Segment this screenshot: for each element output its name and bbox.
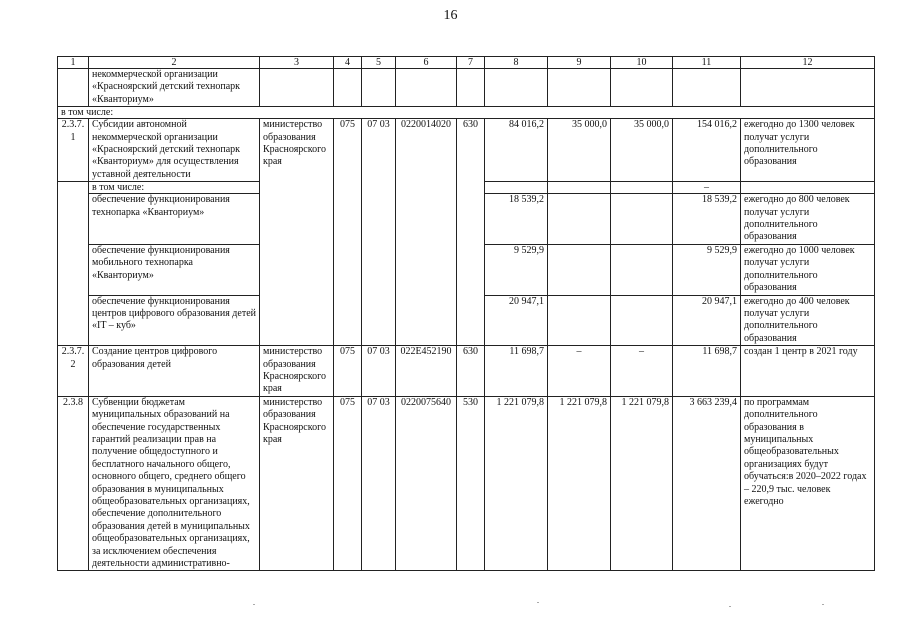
- row-name: обеспечение функционирования центров цифрового образования детей «IT – куб»: [89, 295, 260, 346]
- row-rzpr: 07 03: [362, 346, 396, 397]
- table-row-238: [58, 396, 875, 571]
- row-total: 11 698,7: [673, 346, 741, 397]
- col-header-12: 12: [741, 57, 875, 69]
- col-header-1: 1: [58, 57, 89, 69]
- row-year1: 18 539,2: [485, 194, 548, 245]
- row-vr: 630: [457, 346, 485, 397]
- including-label: в том числе:: [58, 107, 875, 119]
- row-year2: –: [548, 346, 611, 397]
- budget-table: [57, 56, 875, 571]
- row-ministry: министерство образования Красноярского края: [260, 119, 334, 346]
- row-grbs: 075: [334, 119, 362, 346]
- col-header-10: 10: [611, 57, 673, 69]
- row-result: создан 1 центр в 2021 году: [741, 346, 875, 397]
- col-header-5: 5: [362, 57, 396, 69]
- scan-speck: [253, 604, 255, 605]
- row-ministry: министерство образования Красноярского края: [260, 346, 334, 397]
- row-name: некоммерческой организации «Красноярский детский технопарк «Кванториум»: [89, 69, 260, 107]
- row-name: Субсидии автономной некоммерческой организации «Красноярский детский технопарк «Кванториум» для осуществления уставной деятельности: [89, 119, 260, 182]
- row-result: ежегодно до 400 человек получат услуги дополнительного образования: [741, 295, 875, 346]
- table-row-including: [58, 107, 875, 119]
- row-vr: 530: [457, 396, 485, 571]
- row-total: 154 016,2: [673, 119, 741, 182]
- col-header-9: 9: [548, 57, 611, 69]
- scan-speck: [822, 604, 824, 605]
- row-csr: 0220075640: [396, 396, 457, 571]
- row-rzpr: 07 03: [362, 119, 396, 346]
- row-name: Субвенции бюджетам муниципальных образований на обеспечение государственных гарантий реализации прав на получение общедоступного и бесплатного начального общего, основного общего, среднего общего образования в муниципальных общеобразовательных организациях, обеспечение дополнительного образования детей в муниципальных общеобразовательных организациях, за исключением обеспечения деятельности административно-: [89, 396, 260, 571]
- row-result: по программам дополнительного образования в муниципальных общеобразовательных организациях будут обучаться:в 2020–2022 годах – 220,9 тыс. человек ежегодно: [741, 396, 875, 571]
- row-total: 20 947,1: [673, 295, 741, 346]
- row-result: ежегодно до 1000 человек получат услуги дополнительного образования: [741, 244, 875, 295]
- row-grbs: 075: [334, 346, 362, 397]
- row-year2: 35 000,0: [548, 119, 611, 182]
- row-name: обеспечение функционирования мобильного технопарка «Кванториум»: [89, 244, 260, 295]
- row-code: 2.3.7.1: [58, 119, 89, 182]
- row-year1: 1 221 079,8: [485, 396, 548, 571]
- row-result: ежегодно до 1300 человек получат услуги дополнительного образования: [741, 119, 875, 182]
- row-year2: 1 221 079,8: [548, 396, 611, 571]
- table-row-2372: [58, 346, 875, 397]
- row-ministry: министерство образования Красноярского края: [260, 396, 334, 571]
- table-row-2371: [58, 119, 875, 182]
- row-name: Создание центров цифрового образования детей: [89, 346, 260, 397]
- including-sub-dash: –: [673, 182, 741, 194]
- row-year1: 84 016,2: [485, 119, 548, 182]
- row-total: 9 529,9: [673, 244, 741, 295]
- col-header-2: 2: [89, 57, 260, 69]
- row-year3: 35 000,0: [611, 119, 673, 182]
- row-result: ежегодно до 800 человек получат услуги дополнительного образования: [741, 194, 875, 245]
- col-header-4: 4: [334, 57, 362, 69]
- row-total: 3 663 239,4: [673, 396, 741, 571]
- col-header-11: 11: [673, 57, 741, 69]
- col-header-6: 6: [396, 57, 457, 69]
- header-row: [58, 57, 875, 69]
- row-total: 18 539,2: [673, 194, 741, 245]
- row-year3: –: [611, 346, 673, 397]
- row-csr: 022E452190: [396, 346, 457, 397]
- row-code: 2.3.7.2: [58, 346, 89, 397]
- row-year1: 11 698,7: [485, 346, 548, 397]
- row-csr: 0220014020: [396, 119, 457, 346]
- row-year1: 20 947,1: [485, 295, 548, 346]
- including-sub-label: в том числе:: [89, 182, 260, 194]
- page-number: 16: [443, 8, 458, 23]
- col-header-8: 8: [485, 57, 548, 69]
- row-name: обеспечение функционирования технопарка «Кванториум»: [89, 194, 260, 245]
- col-header-3: 3: [260, 57, 334, 69]
- row-year1: 9 529,9: [485, 244, 548, 295]
- row-rzpr: 07 03: [362, 396, 396, 571]
- row-grbs: 075: [334, 396, 362, 571]
- col-header-7: 7: [457, 57, 485, 69]
- scan-speck: [537, 602, 539, 603]
- row-vr: 630: [457, 119, 485, 346]
- table-row-continuation: [58, 69, 875, 107]
- scan-speck: [729, 606, 731, 607]
- row-year3: 1 221 079,8: [611, 396, 673, 571]
- row-code: 2.3.8: [58, 396, 89, 571]
